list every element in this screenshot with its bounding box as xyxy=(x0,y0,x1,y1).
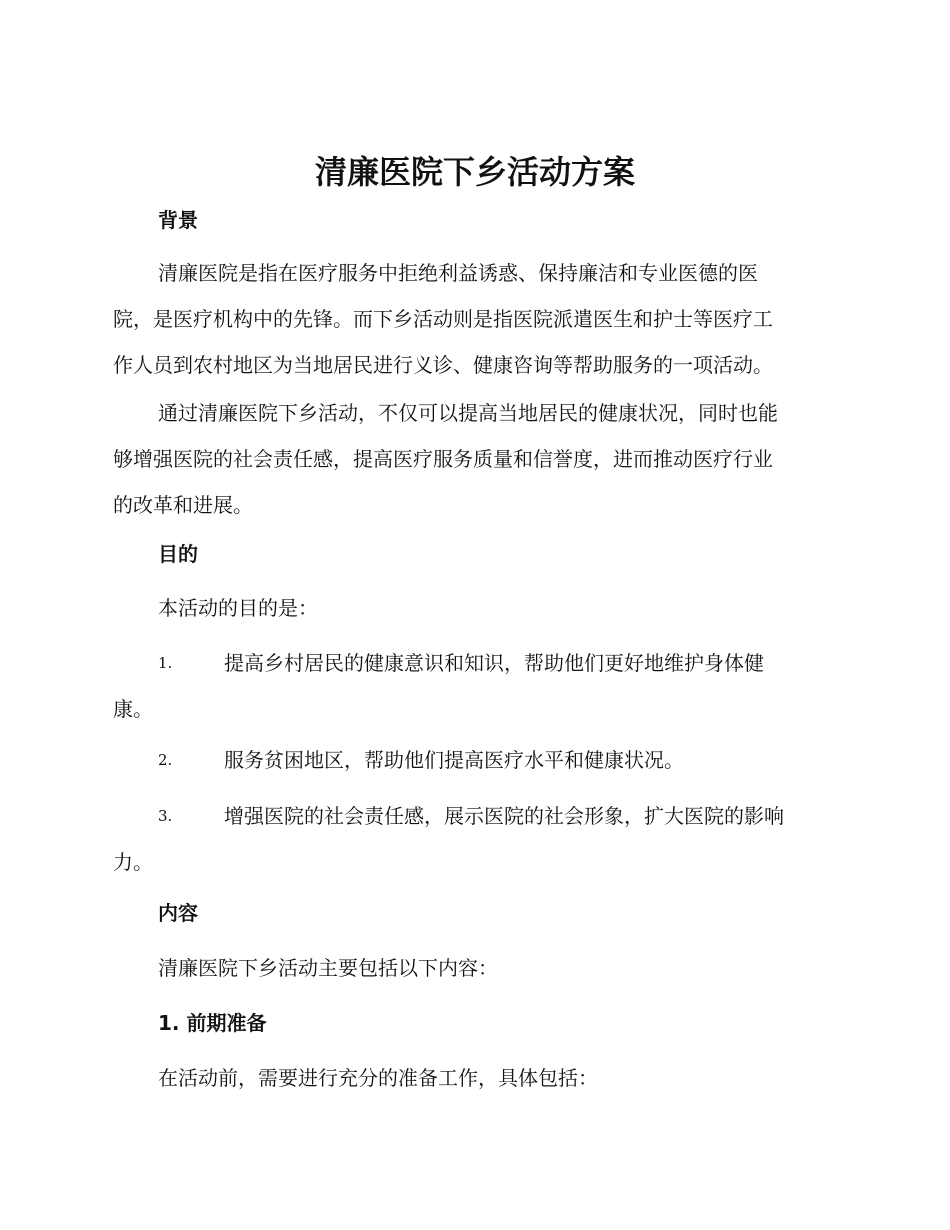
paragraph-line: 清廉医院是指在医疗服务中拒绝利益诱惑、保持廉洁和专业医德的医 xyxy=(158,261,758,285)
list-number: 1. xyxy=(158,654,173,672)
document-title: 清廉医院下乡活动方案 xyxy=(314,153,635,191)
list-number: 3. xyxy=(158,807,173,825)
background-paragraph-2 xyxy=(113,390,833,528)
paragraph-line: 够增强医院的社会责任感，提高医疗服务质量和信誉度，进而推动医疗行业 xyxy=(113,447,773,471)
section-heading-content: 内容 xyxy=(158,901,198,925)
list-item-text: 提高乡村居民的健康意识和知识，帮助他们更好地维护身体健 xyxy=(224,651,764,675)
paragraph-line: 通过清廉医院下乡活动，不仅可以提高当地居民的健康状况，同时也能 xyxy=(158,401,778,425)
content-intro: 清廉医院下乡活动主要包括以下内容： xyxy=(158,956,498,980)
purpose-list-item xyxy=(113,793,833,885)
list-item-text-continued: 力。 xyxy=(113,850,153,874)
section-heading-background: 背景 xyxy=(158,208,198,232)
paragraph-line: 作人员到农村地区为当地居民进行义诊、健康咨询等帮助服务的一项活动。 xyxy=(113,353,773,377)
subsection-heading-preparation: 1. 前期准备 xyxy=(158,1011,267,1035)
section-heading-purpose: 目的 xyxy=(158,542,198,566)
purpose-list-item xyxy=(113,737,833,783)
paragraph-line: 的改革和进展。 xyxy=(113,493,253,517)
list-item-text: 增强医院的社会责任感，展示医院的社会形象，扩大医院的影响 xyxy=(224,804,784,828)
list-item-text: 服务贫困地区，帮助他们提高医疗水平和健康状况。 xyxy=(224,748,684,772)
preparation-intro: 在活动前，需要进行充分的准备工作，具体包括： xyxy=(158,1066,598,1090)
paragraph-line: 院，是医疗机构中的先锋。而下乡活动则是指医院派遣医生和护士等医疗工 xyxy=(113,307,773,331)
list-number: 2. xyxy=(158,751,173,769)
background-paragraph-1 xyxy=(113,250,833,388)
purpose-intro: 本活动的目的是： xyxy=(158,596,318,620)
list-item-text-continued: 康。 xyxy=(113,697,153,721)
purpose-list-item xyxy=(113,640,833,732)
